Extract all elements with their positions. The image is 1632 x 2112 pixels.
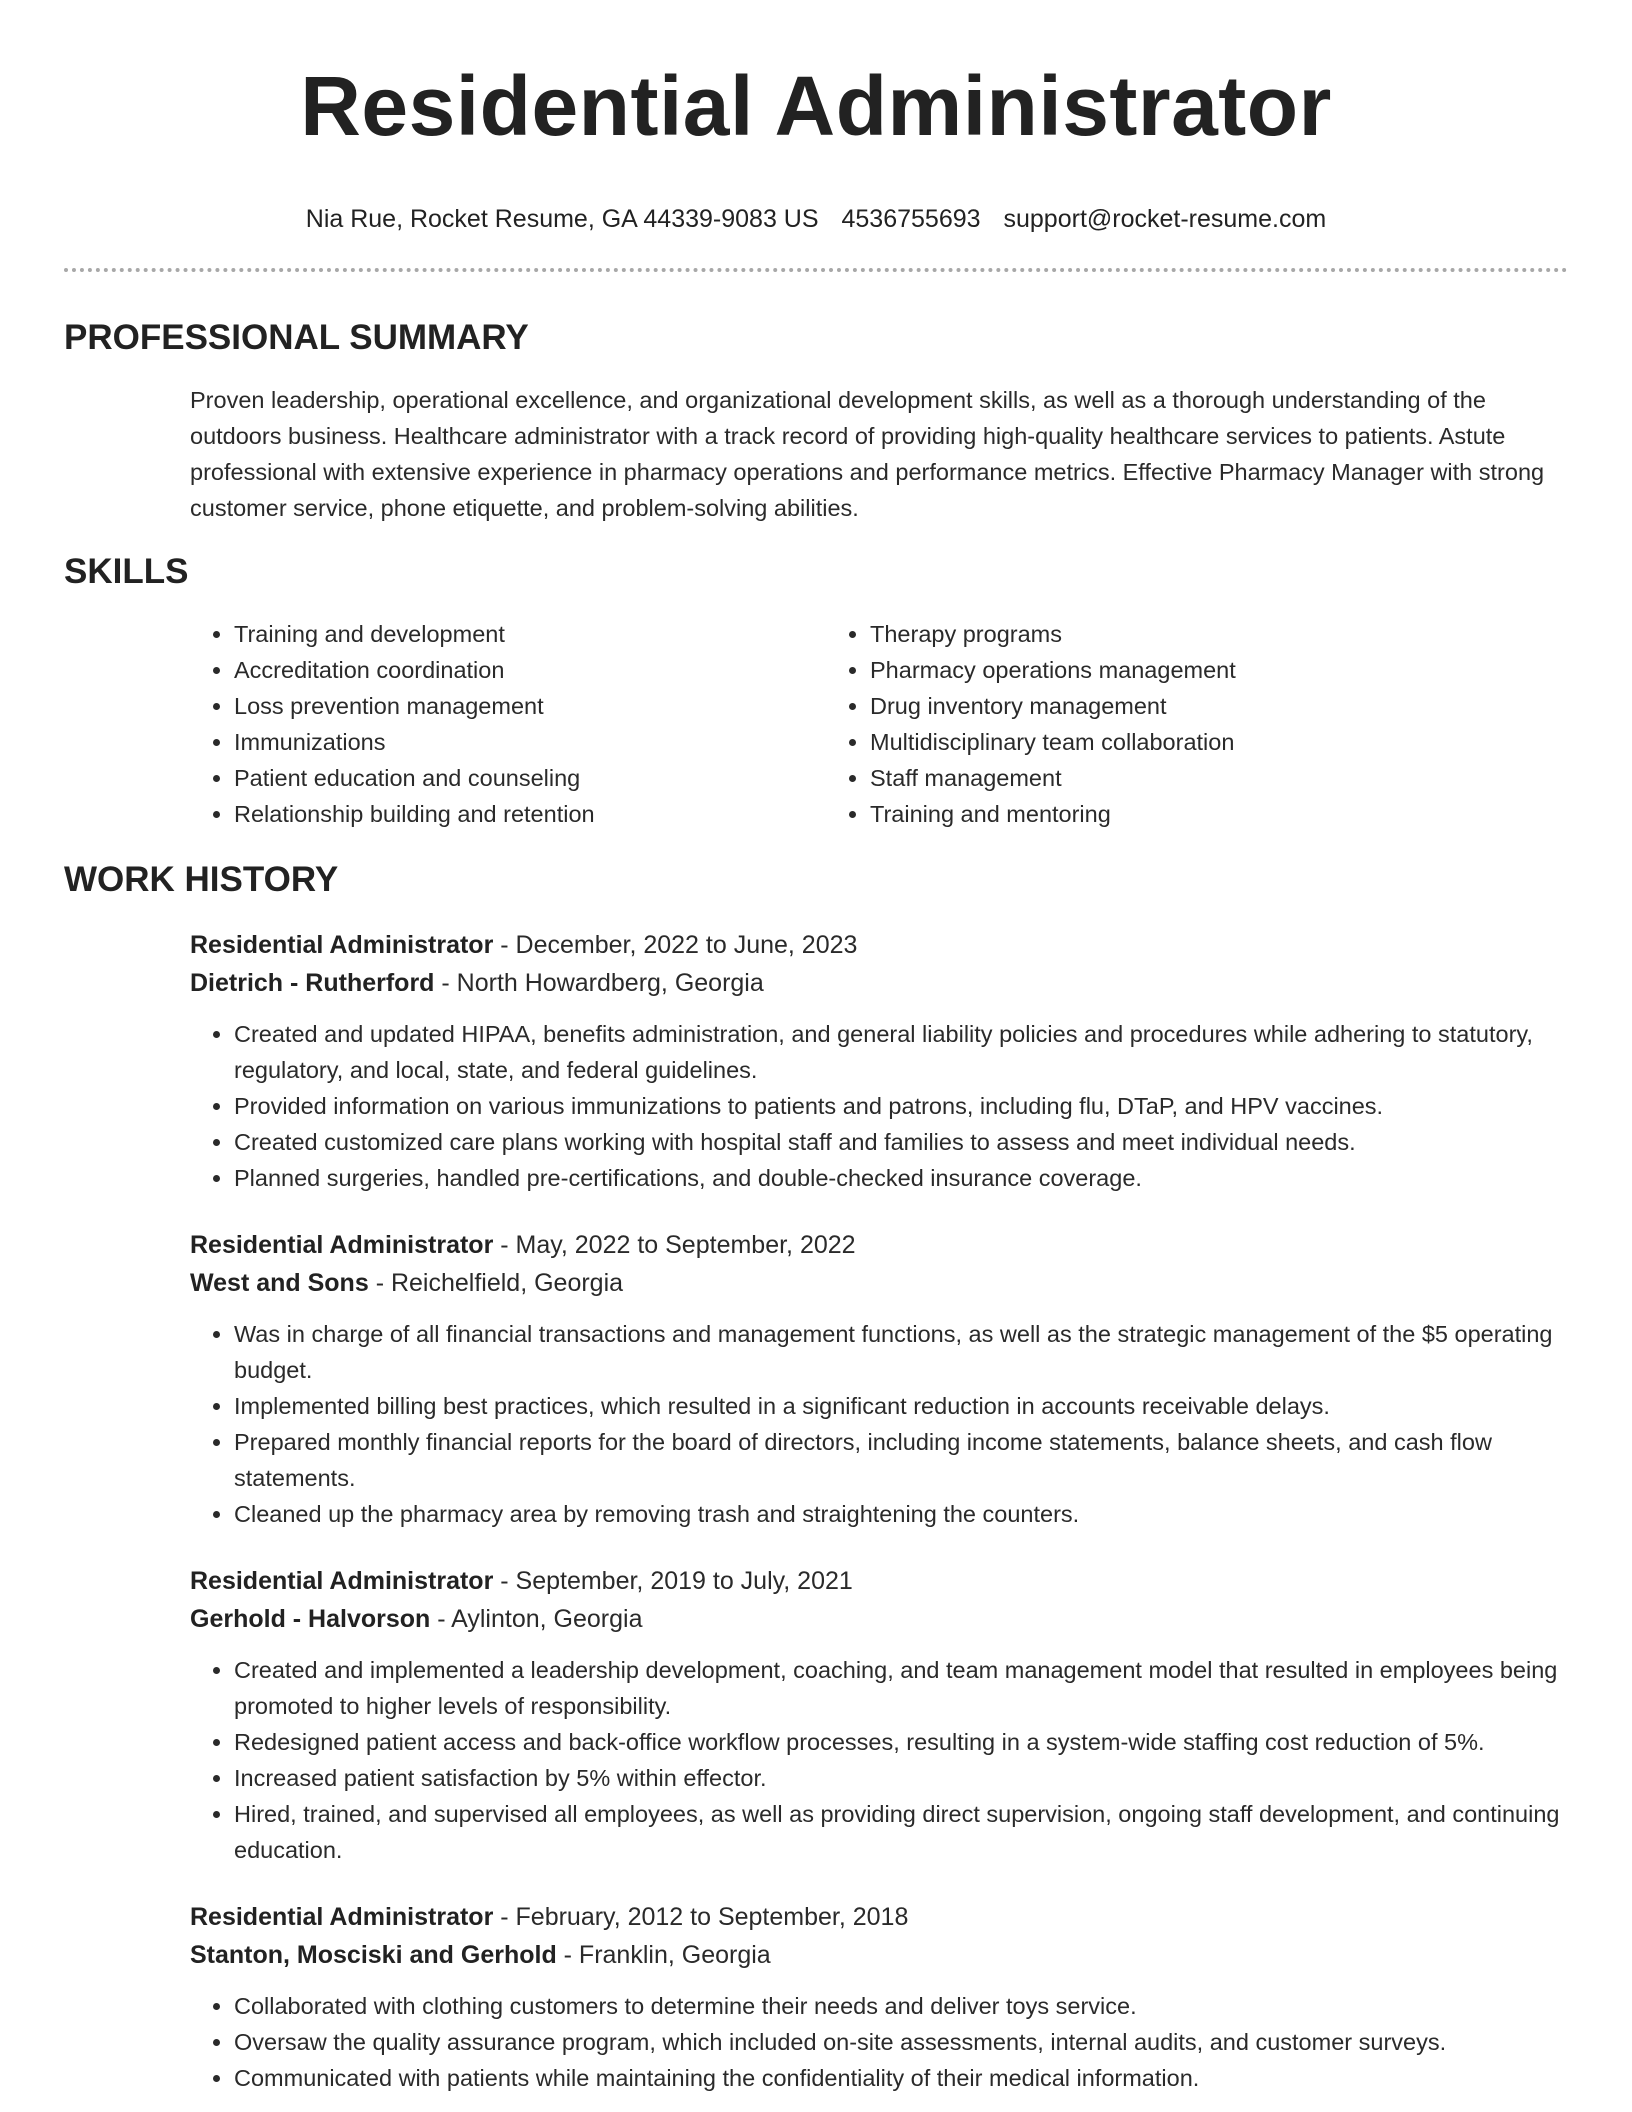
job-role: Residential Administrator bbox=[190, 1231, 494, 1259]
job-company: West and Sons bbox=[190, 1269, 369, 1297]
skill-item: • Patient education and counseling bbox=[234, 760, 826, 796]
job-bullet: • Provided information on various immunizations to patients and patrons, including flu, DTaP, and HPV vaccines. bbox=[234, 1088, 1568, 1124]
skill-item: • Training and mentoring bbox=[870, 796, 1462, 832]
skill-item: • Accreditation coordination bbox=[234, 652, 826, 688]
skill-item: • Therapy programs bbox=[870, 616, 1462, 652]
job-role: Residential Administrator bbox=[190, 1903, 494, 1931]
header-divider bbox=[64, 268, 1568, 272]
skill-item: • Loss prevention management bbox=[234, 688, 826, 724]
job-role: Residential Administrator bbox=[190, 931, 494, 959]
job-bullet: • Cleaned up the pharmacy area by removing trash and straightening the counters. bbox=[234, 1496, 1568, 1532]
job-entry bbox=[190, 1226, 1568, 1532]
job-bullet: • Created and updated HIPAA, benefits administration, and general liability policies and procedures while adhering to statutory, regulatory, and local, state, and federal guidelines. bbox=[234, 1016, 1568, 1088]
contact-line bbox=[64, 202, 1568, 236]
job-location: - Reichelfield, Georgia bbox=[368, 1269, 624, 1297]
job-company-line bbox=[190, 1600, 1568, 1638]
job-title-line bbox=[190, 926, 1568, 964]
job-location: - North Howardberg, Georgia bbox=[434, 969, 764, 997]
job-bullet: • Created and implemented a leadership development, coaching, and team management model that resulted in employees being promoted to higher levels of responsibility. bbox=[234, 1652, 1568, 1724]
job-bullet: • Hired, trained, and supervised all employees, as well as providing direct supervision, ongoing staff development, and continuing education. bbox=[234, 1796, 1568, 1868]
job-dates: - February, 2012 to September, 2018 bbox=[493, 1903, 909, 1931]
job-bullets bbox=[190, 1988, 1568, 2096]
job-entry bbox=[190, 1898, 1568, 2096]
skill-item: • Relationship building and retention bbox=[234, 796, 826, 832]
contact-address: Nia Rue, Rocket Resume, GA 44339-9083 US bbox=[305, 205, 819, 233]
job-company-line bbox=[190, 964, 1568, 1002]
job-bullets bbox=[190, 1316, 1568, 1532]
job-role: Residential Administrator bbox=[190, 1567, 494, 1595]
contact-phone: 4536755693 bbox=[841, 205, 981, 233]
skill-item: • Pharmacy operations management bbox=[870, 652, 1462, 688]
skill-item: • Staff management bbox=[870, 760, 1462, 796]
job-entry bbox=[190, 1562, 1568, 1868]
skill-item: • Immunizations bbox=[234, 724, 826, 760]
skill-item: • Training and development bbox=[234, 616, 826, 652]
job-company: Stanton, Mosciski and Gerhold bbox=[190, 1941, 557, 1969]
work-history-heading: WORK HISTORY bbox=[64, 860, 339, 899]
job-bullet: • Communicated with patients while maintaining the confidentiality of their medical information. bbox=[234, 2060, 1568, 2096]
job-bullet: • Implemented billing best practices, which resulted in a significant reduction in accounts receivable delays. bbox=[234, 1388, 1568, 1424]
summary-heading: PROFESSIONAL SUMMARY bbox=[64, 318, 529, 357]
job-bullet: • Collaborated with clothing customers to determine their needs and deliver toys service. bbox=[234, 1988, 1568, 2024]
skills-column-right bbox=[826, 616, 1462, 832]
job-bullet: • Prepared monthly financial reports for the board of directors, including income statements, balance sheets, and cash flow statements. bbox=[234, 1424, 1568, 1496]
job-title-line bbox=[190, 1562, 1568, 1600]
job-location: - Aylinton, Georgia bbox=[430, 1605, 643, 1633]
job-dates: - September, 2019 to July, 2021 bbox=[493, 1567, 853, 1595]
skill-item: • Drug inventory management bbox=[870, 688, 1462, 724]
job-bullet: • Oversaw the quality assurance program, which included on-site assessments, internal audits, and customer surveys. bbox=[234, 2024, 1568, 2060]
job-bullet: • Created customized care plans working with hospital staff and families to assess and meet individual needs. bbox=[234, 1124, 1568, 1160]
candidate-name: Residential Administrator bbox=[300, 59, 1332, 153]
job-company: Gerhold - Halvorson bbox=[190, 1605, 431, 1633]
job-bullets bbox=[190, 1016, 1568, 1196]
job-bullet: • Was in charge of all financial transactions and management functions, as well as the strategic management of the $5 operating budget. bbox=[234, 1316, 1568, 1388]
job-company: Dietrich - Rutherford bbox=[190, 969, 435, 997]
summary-text: Proven leadership, operational excellence, and organizational development skills, as well as a thorough understanding of the outdoors business. Healthcare administrator with a track record of providing high-quality healthcare services to patients. Astute professional with extensive experience in pharmacy operations and performance metrics. Effective Pharmacy Manager with strong customer service, phone etiquette, and problem-solving abilities. bbox=[190, 387, 1545, 521]
job-bullet: • Increased patient satisfaction by 5% within effector. bbox=[234, 1760, 1568, 1796]
job-entry bbox=[190, 926, 1568, 1196]
skills-column-left bbox=[190, 616, 826, 832]
skills-list bbox=[190, 616, 1568, 832]
job-bullet: • Redesigned patient access and back-office workflow processes, resulting in a system-wide staffing cost reduction of 5%. bbox=[234, 1724, 1568, 1760]
job-dates: - May, 2022 to September, 2022 bbox=[493, 1231, 856, 1259]
job-dates: - December, 2022 to June, 2023 bbox=[493, 931, 858, 959]
job-title-line bbox=[190, 1226, 1568, 1264]
job-bullets bbox=[190, 1652, 1568, 1868]
contact-email: support@rocket-resume.com bbox=[1003, 205, 1327, 233]
job-company-line bbox=[190, 1264, 1568, 1302]
skills-heading: SKILLS bbox=[64, 552, 189, 591]
job-company-line bbox=[190, 1936, 1568, 1974]
job-location: - Franklin, Georgia bbox=[556, 1941, 771, 1969]
job-title-line bbox=[190, 1898, 1568, 1936]
job-bullet: • Planned surgeries, handled pre-certifications, and double-checked insurance coverage. bbox=[234, 1160, 1568, 1196]
skill-item: • Multidisciplinary team collaboration bbox=[870, 724, 1462, 760]
